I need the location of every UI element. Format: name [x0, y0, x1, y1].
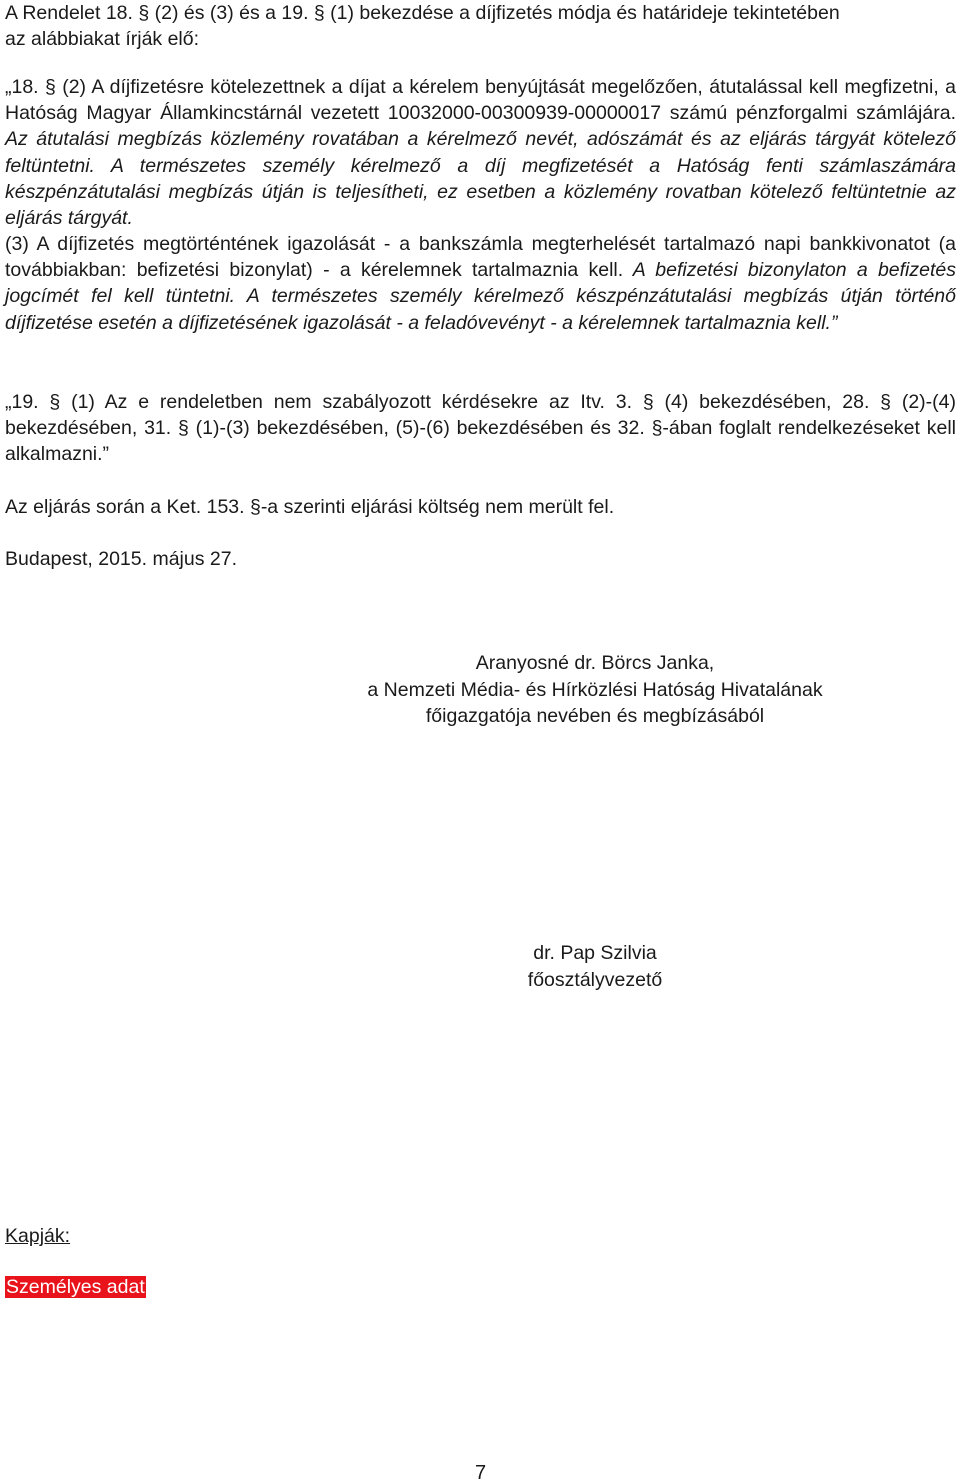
page-number: 7	[474, 1462, 487, 1484]
signer-mandate: főigazgatója nevében és megbízásából	[425, 705, 765, 727]
recipients-label	[5, 1223, 956, 1249]
section-19-paragraph	[5, 389, 956, 468]
section-18-italic-text-2: A természetes személy kérelmező a díj megfizetését a Hatóság fenti számlaszámára készpénzátutalási megbízás útján is teljesítheti, ez esetben a közlemény rovatban kötelező feltüntetnie az eljárás tárgyát.	[5, 154, 956, 230]
section-18-paragraph-2	[5, 74, 956, 231]
section-18-italic-text-1: Az átutalási megbízás közlemény rovatában a kérelmező nevét, adószámát és az eljárás tárgyát kötelező feltüntetni.	[5, 128, 956, 177]
intro-line-1: A Rendelet 18. § (2) és (3) és a 19. § (1) bekezdése a díjfizetés módja és határideje tekintetében	[5, 2, 840, 24]
recipients-label-text: Kapják:	[5, 1225, 71, 1247]
signer2-name: dr. Pap Szilvia	[533, 942, 657, 964]
signer2-title: főosztályvezető	[527, 968, 663, 991]
section-19-text: „19. § (1) Az e rendeletben nem szabályozott kérdésekre az Itv. 3. § (4) bekezdésében, 28. § (2)-(4) bekezdésében, 31. § (1)-(3) bekezdésében, (5)-(6) bekezdésében és 32. §-ában foglalt rendelkezéseket kell alkalmazni.”	[5, 391, 956, 466]
signer-name: Aranyosné dr. Börcs Janka,	[475, 652, 715, 674]
intro-paragraph	[5, 0, 956, 52]
place-date: Budapest, 2015. május 27.	[5, 548, 237, 570]
signature-block-2	[435, 940, 755, 993]
signature-block-1	[335, 650, 855, 730]
signer-authority: a Nemzeti Média- és Hírközlési Hatóság Hivatalának	[367, 678, 823, 701]
paragraph-3-text: (3) A díjfizetés megtörténtének igazolását - a bankszámla megterhelését tartalmazó napi bankkivonatot (a továbbiakban: befizetési bizonylat) - a kérelemnek tartalmaznia kell.	[5, 233, 956, 282]
redacted-personal-data: Személyes adat	[6, 1276, 145, 1298]
document-page	[5, 0, 956, 1484]
recipients-list	[5, 1274, 956, 1300]
paragraph-3-italic-text-2: A természetes személy kérelmező készpénzátutalási megbízás útján történő díjfizetése esetén a díjfizetésének igazolását - a feladóvevényt - a kérelemnek tartalmaznia kell.”	[5, 285, 956, 334]
cost-note: Az eljárás során a Ket. 153. §-a szerinti eljárási költség nem merült fel.	[5, 496, 615, 518]
section-18-text: „18. § (2) A díjfizetésre kötelezettnek a díjat a kérelem benyújtását megelőzően, átutalással kell megfizetni, a Hatóság Magyar Államkincstárnál vezetett 10032000-00300939-00000017 számú pénzforgalmi számlájára.	[5, 76, 956, 125]
paragraph-3-italic-text-1: A befizetési bizonylaton a befizetés jogcímét fel kell tüntetni.	[5, 259, 956, 308]
section-18-paragraph-3	[5, 231, 956, 336]
intro-line-2: az alábbiakat írják elő:	[5, 28, 200, 50]
